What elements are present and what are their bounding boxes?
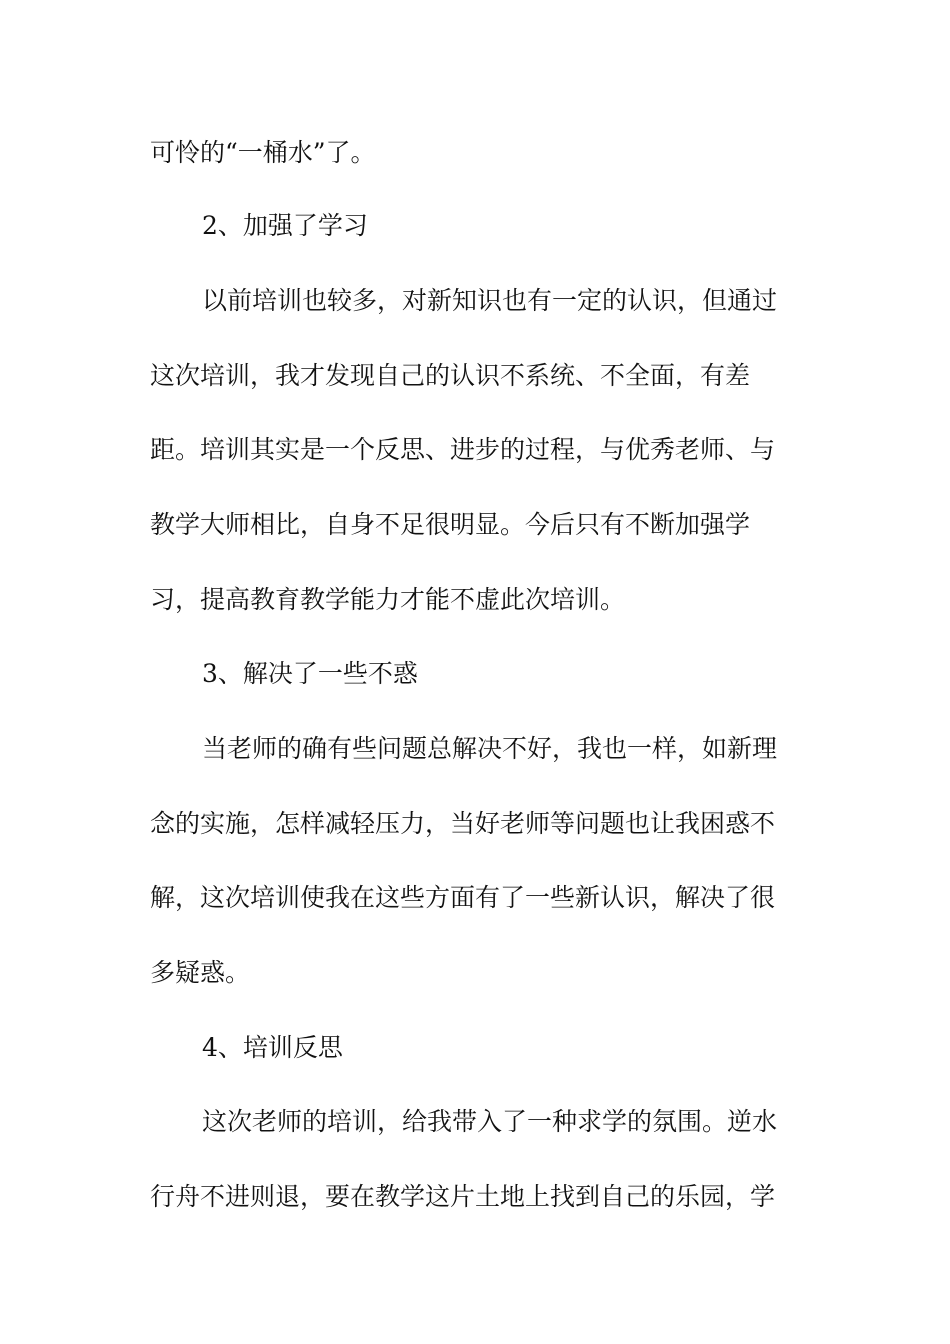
paragraph-text-line: 这次培训，我才发现自己的认识不系统、不全面，有差 [150,361,751,390]
section-heading-3: 3、解决了一些不惑 [202,659,418,688]
paragraph-text-line: 教学大师相比，自身不足很明显。今后只有不断加强学 [150,510,751,539]
paragraph-text-line: 行舟不进则退，要在教学这片土地上找到自己的乐园，学 [150,1182,776,1211]
paragraph-text-line: 以前培训也较多，对新知识也有一定的认识，但通过 [202,286,778,315]
paragraph-text-line: 多疑惑。 [150,958,251,987]
section-heading-4: 4、培训反思 [202,1033,343,1062]
paragraph-text-line: 解，这次培训使我在这些方面有了一些新认识，解决了很 [150,883,776,912]
paragraph-text-line: 距。培训其实是一个反思、进步的过程，与优秀老师、与 [150,435,776,464]
paragraph-text-line: 可怜的“一桶水”了。 [150,138,376,167]
paragraph-text-line: 这次老师的培训，给我带入了一种求学的氛围。逆水 [202,1107,778,1136]
section-heading-2: 2、加强了学习 [202,211,368,240]
paragraph-text-line: 念的实施，怎样减轻压力，当好老师等问题也让我困惑不 [150,809,776,838]
paragraph-text-line: 习，提高教育教学能力才能不虚此次培训。 [150,585,626,614]
paragraph-text-line: 当老师的确有些问题总解决不好，我也一样，如新理 [202,734,778,763]
